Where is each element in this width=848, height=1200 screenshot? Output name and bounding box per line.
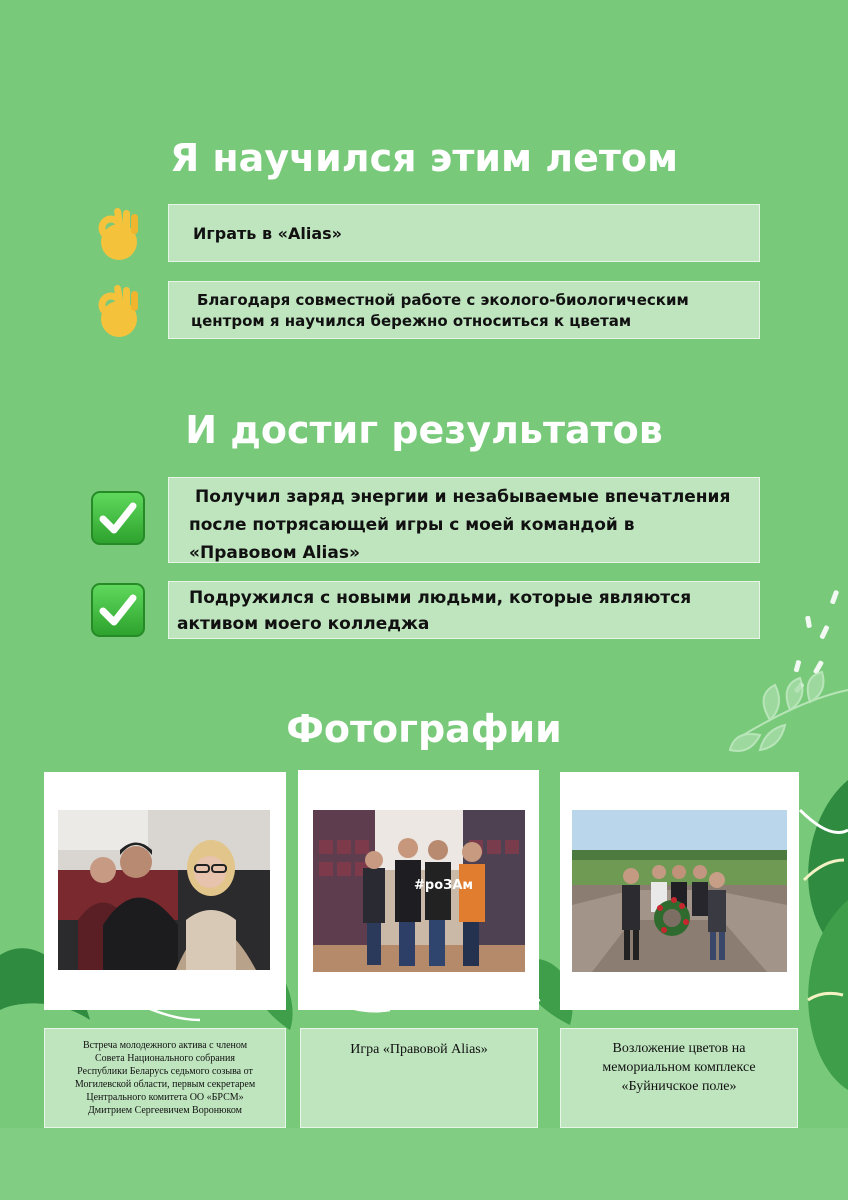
results-item-2 [168,581,760,639]
photo-memorial [572,810,787,972]
caption-1-line-1: Встреча молодежного актива с членом [82,1040,248,1051]
photo-frame-2 [298,770,539,1010]
caption-1-line-4: Могилевской области, первым секретарем [74,1079,256,1090]
learned-item-2 [168,281,760,339]
learned-item-2-line-2: центром я научился бережно относиться к цветам [191,312,632,330]
section-results-title: И достиг результатов [185,408,663,452]
caption-3-line-3: «Буйничское поле» [621,1079,737,1094]
banner-text: #роЗАм [414,878,474,893]
photo-caption-2 [300,1028,538,1128]
learned-item-2-line-1: Благодаря совместной работе с эколого-биологическим [197,291,689,309]
check-mark-icon [91,491,145,545]
learned-item-1-line-1: Играть в «Alias» [193,224,342,243]
results-item-2-line-1: Подружился с новыми людьми, которые являются [189,588,692,608]
results-item-1-line-3: «Правовом Alias» [189,543,360,563]
caption-1-line-2: Совета Национального собрания [95,1053,235,1064]
results-item-2-line-2: активом моего колледжа [177,614,430,634]
photo-caption-3 [560,1028,798,1128]
photo-caption-1 [44,1028,286,1128]
caption-2-line-1: Игра «Правовой Alias» [350,1042,488,1057]
caption-1-line-3: Республики Беларусь седьмого созыва от [77,1066,253,1077]
ok-hand-icon [95,206,143,262]
section-photos-title: Фотографии [286,707,562,751]
check-mark-icon [91,583,145,637]
caption-1-line-6: Дмитрием Сергеевичем Воронюком [87,1105,243,1116]
results-item-1-line-1: Получил заряд энергии и незабываемые впечатления [195,487,731,507]
caption-1-line-5: Центрального комитета ОО «БРСМ» [86,1092,244,1103]
photo-alias-game [313,810,525,972]
caption-3-line-2: мемориальном комплексе [602,1060,756,1075]
photo-meeting [58,810,270,970]
section-learned-title: Я научился этим летом [169,136,679,180]
results-item-1-line-2: после потрясающей игры с моей командой в [189,515,635,535]
ok-hand-icon [95,283,143,339]
caption-3-line-1: Возложение цветов на [612,1041,746,1056]
photo-frame-3 [560,772,799,1010]
learned-item-1 [168,204,760,262]
results-item-1 [168,477,760,563]
photo-frame-1 [44,772,286,1010]
